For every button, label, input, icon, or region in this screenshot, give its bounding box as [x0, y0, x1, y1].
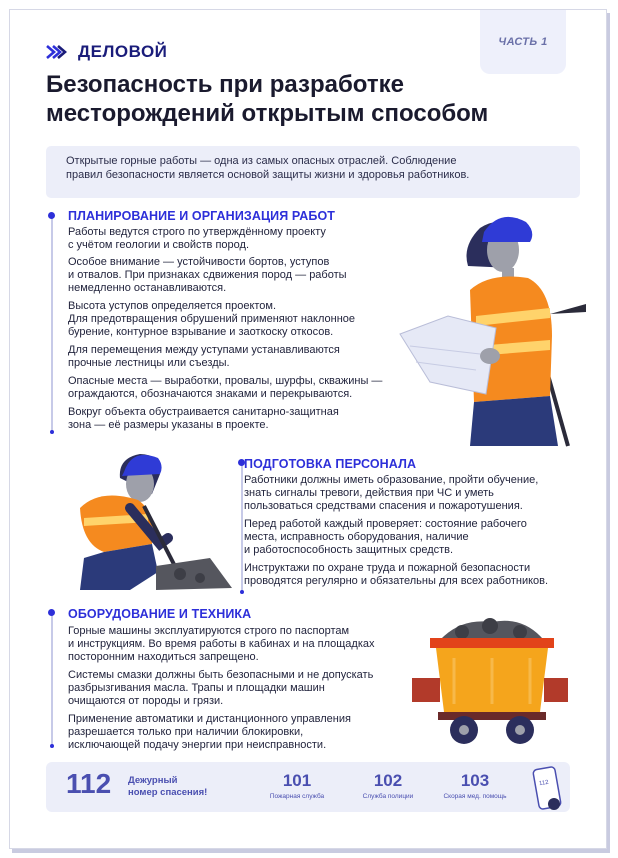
- paragraph-line: посторонним находиться запрещено.: [68, 651, 259, 663]
- paragraph-line: зона — её размеры указаны в проекте.: [68, 419, 269, 431]
- paragraph-line: Горные машины эксплуатируются строго по паспортам: [68, 625, 350, 637]
- emergency-numbers-panel: [46, 762, 570, 812]
- section-marker: [48, 212, 55, 219]
- phone-screen-number: 112: [538, 779, 550, 788]
- paragraph-line: Для предотвращения обрушений применяют наклонное: [68, 313, 355, 325]
- paragraph-line: Применение автоматики и дистанционного управления: [68, 713, 351, 725]
- paragraph: [68, 256, 347, 295]
- intro-line-2: правил безопасности является основой защиты жизни и здоровья работников.: [66, 169, 470, 181]
- service-label-fire: Пожарная служба: [269, 793, 325, 800]
- section-title-planning: ПЛАНИРОВАНИЕ И ОРГАНИЗАЦИЯ РАБОТ: [68, 209, 336, 223]
- timeline-line: [51, 218, 53, 432]
- paragraph: [68, 344, 340, 370]
- paragraph-line: места, исправность оборудования, наличие: [244, 531, 469, 543]
- engineer-illustration: [390, 206, 590, 446]
- service-number-police: 102: [373, 771, 403, 790]
- intro-line-1: Открытые горные работы — одна из самых опасных отраслей. Соблюдение: [66, 155, 457, 167]
- timeline-end-dot: [50, 744, 54, 748]
- page-title: [46, 70, 566, 128]
- paragraph-line: Системы смазки должны быть безопасными и не допускать: [68, 669, 374, 681]
- main-emergency-label-line: номер спасения!: [128, 787, 208, 798]
- paragraph: [244, 562, 548, 588]
- paragraph-line: Опасные места — выработки, провалы, шурфы, скважины —: [68, 375, 383, 387]
- paragraph: [68, 375, 382, 401]
- paragraph-line: Вокруг объекта обустраивается санитарно-защитная: [68, 406, 339, 418]
- paragraph-line: исключающей подачу энергии при неисправности.: [68, 739, 327, 751]
- paragraph-line: Работники должны иметь образование, пройти обучение,: [244, 474, 539, 486]
- paragraph-line: разбрызгивания масла. Трапы и площадки машин: [68, 682, 325, 694]
- paragraph-line: Высота уступов определяется проектом.: [68, 300, 277, 312]
- paragraph-line: ограждаются, обозначаются знаками и перекрываются.: [68, 388, 353, 400]
- paragraph-line: немедленно останавливаются.: [68, 282, 227, 294]
- service-label-ambulance: Скорая мед. помощь: [443, 793, 507, 800]
- brand-logo: [46, 42, 167, 62]
- page: [9, 9, 607, 849]
- mine-cart-illustration: [402, 608, 572, 748]
- paragraph: [68, 226, 326, 252]
- timeline-line: [241, 464, 243, 592]
- paragraph: [68, 406, 339, 432]
- logo-icon: [46, 45, 72, 59]
- service-number-ambulance: 103: [460, 771, 490, 790]
- paragraph-line: Работы ведутся строго по утверждённому проекту: [68, 226, 326, 238]
- part-tab: [480, 10, 566, 74]
- paragraph-line: и работоспособность защитных средств.: [244, 544, 454, 556]
- paragraph-line: пользоваться средствами спасения и пожаротушения.: [244, 500, 523, 512]
- main-emergency-number: 112: [66, 768, 112, 799]
- phone-icon: [532, 766, 566, 812]
- paragraph: [244, 474, 538, 513]
- paragraph-line: и инструкциям. Во время работы в кабинах и на площадках: [68, 638, 375, 650]
- paragraph-line: с учётом геологии и свойств пород.: [68, 239, 250, 251]
- main-emergency-label: [128, 775, 207, 799]
- paragraph-line: проводятся регулярно и обязательны для всех работников.: [244, 575, 549, 587]
- paragraph-line: и отвалов. При признаках сдвижения пород — работы: [68, 269, 347, 281]
- title-line-1: Безопасность при разработке: [46, 71, 404, 98]
- service-label-police: Служба полиции: [362, 793, 414, 800]
- part-label: ЧАСТЬ 1: [498, 36, 548, 48]
- paragraph-line: Инструктажи по охране труда и пожарной безопасности: [244, 562, 531, 574]
- timeline-line: [51, 614, 53, 746]
- service-number-fire: 101: [282, 771, 312, 790]
- section-title-personnel: ПОДГОТОВКА ПЕРСОНАЛА: [244, 457, 417, 471]
- paragraph-line: знать сигналы тревоги, действия при ЧС и уметь: [244, 487, 494, 499]
- paragraph: [68, 300, 355, 339]
- brand-name: ДЕЛОВОЙ: [78, 42, 168, 61]
- paragraph-line: Перед работой каждый проверяет: состояние рабочего: [244, 518, 527, 530]
- title-line-2: месторождений открытым способом: [46, 100, 489, 127]
- paragraph-line: Особое внимание — устойчивости бортов, уступов: [68, 256, 330, 268]
- timeline-end-dot: [240, 590, 244, 594]
- paragraph-line: разрешается только при наличии блокировки,: [68, 726, 304, 738]
- intro-box: [46, 146, 580, 198]
- paragraph: [244, 518, 527, 557]
- paragraph-line: очищаются от породы и грязи.: [68, 695, 224, 707]
- paragraph-line: прочные лестницы или съезды.: [68, 357, 230, 369]
- main-emergency-label-line: Дежурный: [128, 775, 178, 786]
- paragraph: [68, 713, 351, 752]
- paragraph-line: Для перемещения между уступами устанавливаются: [68, 344, 340, 356]
- timeline-end-dot: [50, 430, 54, 434]
- digger-worker-illustration: [60, 448, 230, 598]
- section-marker: [48, 609, 55, 616]
- paragraph: [68, 625, 375, 664]
- section-title-equipment: ОБОРУДОВАНИЕ И ТЕХНИКА: [68, 607, 252, 621]
- paragraph-line: бурение, контурное взрывание и заоткоску откосов.: [68, 326, 334, 338]
- paragraph: [68, 669, 373, 708]
